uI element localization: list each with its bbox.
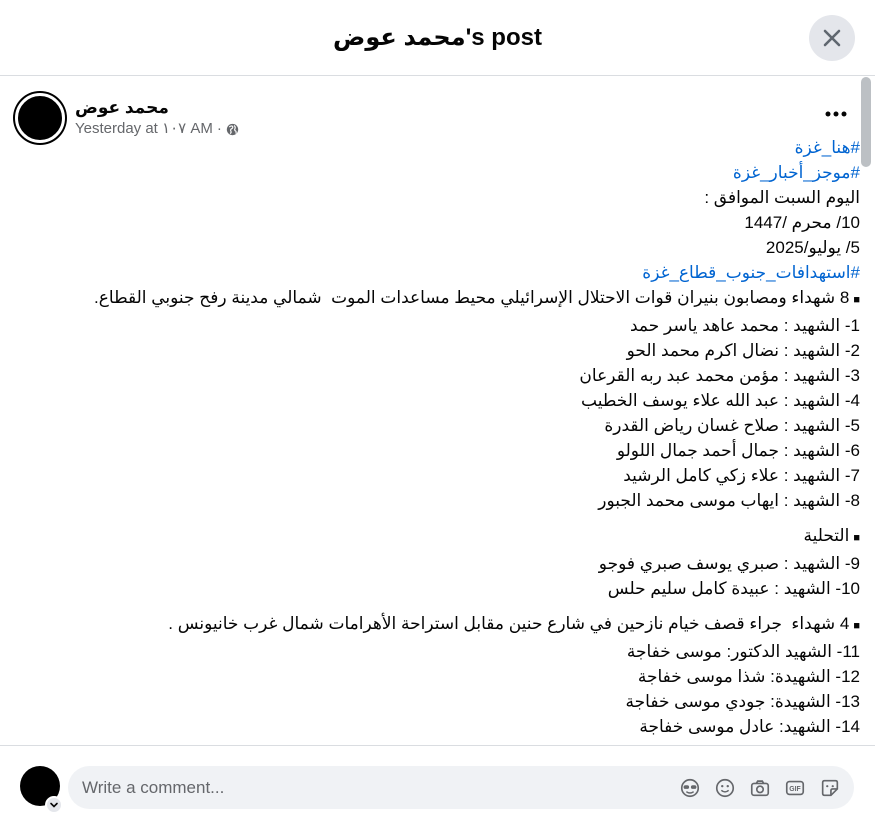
bullet-line: [15, 285, 860, 313]
hashtag-link[interactable]: #استهدافات_جنوب_قطاع_غزة: [642, 263, 860, 282]
post-body: [15, 135, 860, 739]
bullet-text: 8 شهداء ومصابون بنيران قوات الاحتلال الإسرائيلي محيط مساعدات الموت شمالي مدينة رفح جنوبي القطاع.: [94, 288, 850, 307]
post-text-line: اليوم السبت الموافق :: [704, 188, 860, 207]
post-more-button[interactable]: [823, 101, 849, 127]
avatar-sticker-button[interactable]: [678, 776, 702, 800]
hashtag-line: [15, 135, 860, 160]
paragraph-gap: [15, 513, 860, 523]
bullet-text: التحلية: [803, 526, 850, 545]
author-name[interactable]: محمد عوض: [75, 98, 169, 117]
bullet-icon: ■: [853, 532, 860, 544]
bullet-line: [15, 523, 860, 551]
post-text-line: 1- الشهيد : محمد عاهد ياسر حمد: [630, 316, 860, 335]
bullet-icon: ■: [853, 294, 860, 306]
comment-footer: [0, 745, 875, 832]
post-text-line: 7- الشهيد : علاء زكي كامل الرشيد: [623, 466, 860, 485]
comment-tools: [678, 776, 854, 800]
sticker-button[interactable]: [818, 776, 842, 800]
post-text-line: 12- الشهيدة: شذا موسى خفاجة: [637, 667, 860, 686]
post-timestamp[interactable]: Yesterday at ١٠٧ AM: [75, 120, 213, 137]
post-text-line: 11- الشهيد الدكتور: موسى خفاجة: [626, 642, 860, 661]
post-text-line: 10/ محرم /1447: [744, 213, 860, 232]
hashtag-link[interactable]: #موجز_أخبار_غزة: [732, 163, 860, 182]
post-text-line: 3- الشهيد : مؤمن محمد عبد ربه القرعان: [579, 366, 860, 385]
hashtag-line: [15, 260, 860, 285]
more-options-icon: [825, 111, 847, 117]
post-scroll-area[interactable]: [0, 77, 875, 745]
bullet-icon: ■: [853, 620, 860, 632]
sticker-icon: [819, 777, 841, 799]
bullet-text: 4 شهداء جراء قصف خيام نازحين في شارع حنين مقابل استراحة الأهرامات شمال غرب خانيونس .: [168, 614, 850, 633]
dialog-header: [0, 0, 875, 76]
post-text-line: 6- الشهيد : جمال أحمد جمال اللولو: [616, 441, 860, 460]
gif-icon: [784, 777, 806, 799]
profile-switch-button[interactable]: [45, 796, 63, 814]
comment-box: [68, 766, 854, 809]
post-text-line: 9- الشهيد : صبري يوسف صبري فوجو: [598, 554, 860, 573]
post-text-line: 10- الشهيد : عبيدة كامل سليم حلس: [607, 579, 860, 598]
dialog-title: محمد عوض's post: [333, 24, 542, 51]
paragraph-gap: [15, 601, 860, 611]
camera-icon: [749, 777, 771, 799]
post-text-line: 5/ يوليو/2025: [765, 238, 860, 257]
chevron-down-icon: [49, 800, 59, 810]
close-icon: [821, 27, 843, 49]
avatar-sticker-icon: [679, 777, 701, 799]
scrollbar-thumb[interactable]: [861, 77, 871, 167]
meta-separator: ·: [216, 120, 222, 137]
globe-icon[interactable]: [226, 123, 239, 136]
emoji-button[interactable]: [713, 776, 737, 800]
post-text-line: 8- الشهيد : ايهاب موسى محمد الجبور: [598, 491, 860, 510]
post-text-line: 2- الشهيد : نضال اكرم محمد الحو: [626, 341, 860, 360]
gif-button[interactable]: [783, 776, 807, 800]
camera-button[interactable]: [748, 776, 772, 800]
post-text-line: 13- الشهيدة: جودي موسى خفاجة: [625, 692, 860, 711]
post-text-line: 14- الشهيد: عادل موسى خفاجة: [639, 717, 860, 736]
hashtag-line: [15, 160, 860, 185]
author-block: [75, 97, 239, 139]
hashtag-link[interactable]: #هنا_غزة: [794, 138, 860, 157]
close-button[interactable]: [809, 15, 855, 61]
bullet-line: [15, 611, 860, 639]
post-text-line: 4- الشهيد : عبد الله علاء يوسف الخطيب: [581, 391, 860, 410]
emoji-icon: [714, 777, 736, 799]
svg-text:GIF: GIF: [789, 785, 801, 793]
post-text-line: 5- الشهيد : صلاح غسان رياض القدرة: [604, 416, 860, 435]
comment-input[interactable]: [68, 766, 678, 809]
